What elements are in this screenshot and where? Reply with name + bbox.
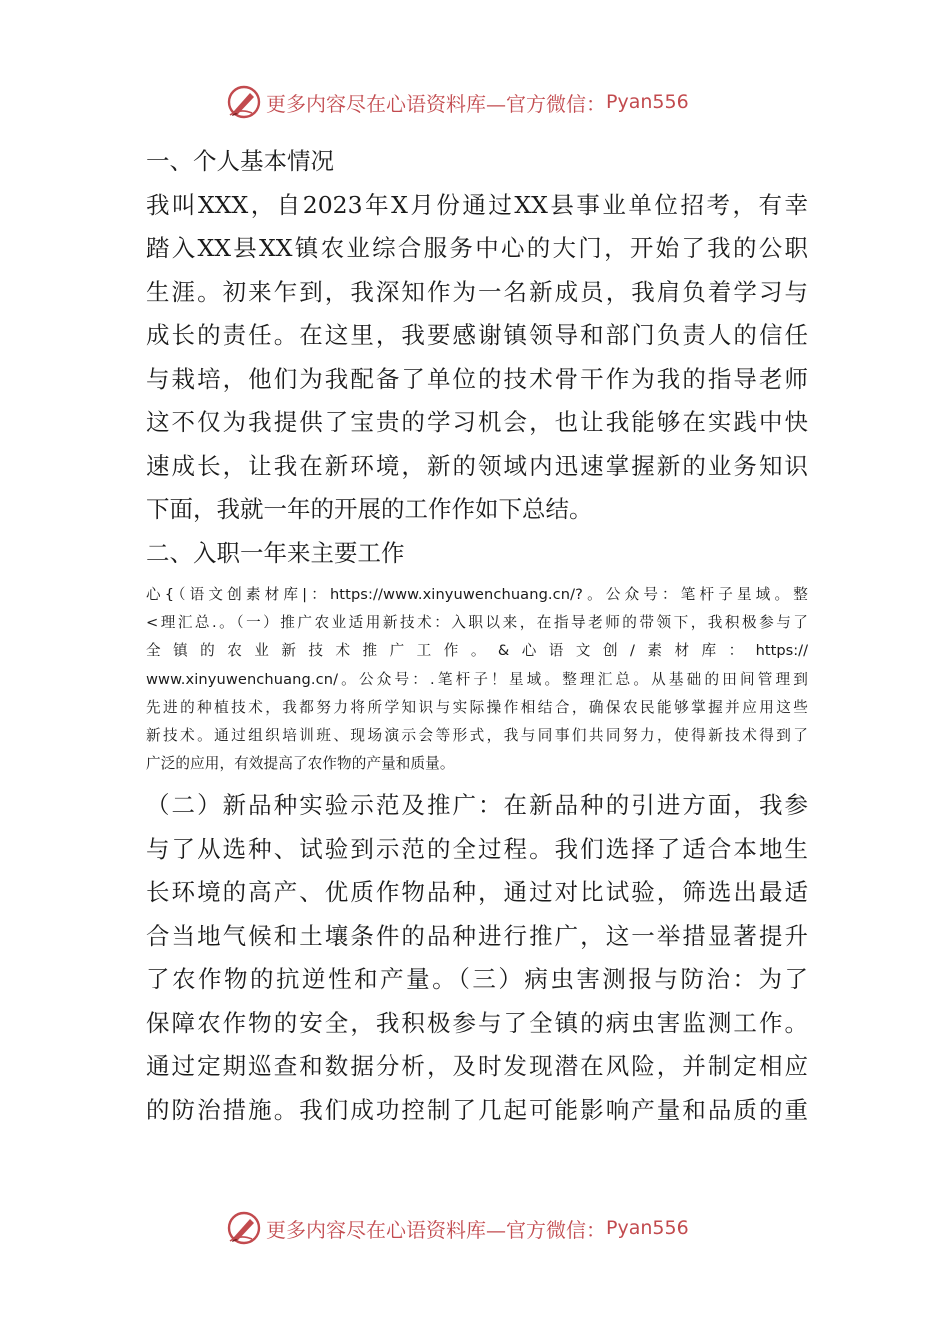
paragraph-line: 长环境的高产、优质作物品种，通过对比试验，筛选出最适 — [146, 878, 808, 907]
header-banner — [226, 82, 726, 122]
small-paragraph-line: 先进的种植技术，我都努力将所学知识与实际操作相结合，确保农民能够掌握并应用这些 — [146, 698, 808, 716]
paragraph-line: 与了从选种、试验到示范的全过程。我们选择了适合本地生 — [146, 834, 808, 863]
paragraph-line: 通过定期巡查和数据分析，及时发现潜在风险，并制定相应 — [146, 1052, 808, 1081]
paragraph-line: 生涯。初来乍到，我深知作为一名新成员，我肩负着学习与 — [146, 277, 808, 306]
paragraph-line: 的防治措施。我们成功控制了几起可能影响产量和品质的重 — [146, 1095, 808, 1124]
paragraph-line: 保障农作物的安全，我积极参与了全镇的病虫害监测工作。 — [146, 1008, 808, 1037]
banner-wechat-id: Pyan556 — [606, 91, 689, 113]
paragraph-line: 下面，我就一年的开展的工作作如下总结。 — [146, 495, 593, 523]
small-paragraph-line: <理汇总.。（一）推广农业适用新技术：入职以来，在指导老师的带领下，我积极参与了 — [146, 614, 808, 632]
small-paragraph-line: 全镇的农业新技术推广工作。&心语文创/素材库：https:// — [146, 642, 808, 660]
small-paragraph-line: 新技术。通过组织培训班、现场演示会等形式，我与同事们共同努力，使得新技术得到了 — [146, 726, 808, 744]
paragraph-line: 这不仅为我提供了宝贵的学习机会，也让我能够在实践中快 — [146, 408, 808, 436]
small-paragraph-line: 广泛的应用，有效提高了农作物的产量和质量。 — [146, 755, 455, 773]
small-paragraph-line: www.xinyuwenchuang.cn/。公众号：.笔杆子！星域。整理汇总。从基础的田间管理到 — [146, 670, 808, 688]
footer-banner — [226, 1208, 726, 1248]
paragraph-line: 与栽培，他们为我配备了单位的技术骨干作为我的指导老师 — [146, 364, 808, 393]
paragraph-line: 踏入XX县XX镇农业综合服务中心的大门，开始了我的公职 — [146, 234, 808, 262]
pen-logo-icon — [226, 1210, 262, 1246]
paragraph-line: 了农作物的抗逆性和产量。（三）病虫害测报与防治：为了 — [146, 965, 808, 994]
paragraph-line: （二）新品种实验示范及推广：在新品种的引进方面，我参 — [146, 791, 808, 820]
paragraph-line: 成长的责任。在这里，我要感谢镇领导和部门负责人的信任 — [146, 321, 808, 349]
paragraph-line: 速成长，让我在新环境，新的领域内迅速掌握新的业务知识 — [146, 451, 808, 480]
paragraph-line: 我叫XXX，自2023年X月份通过XX县事业单位招考，有幸 — [146, 190, 808, 219]
small-paragraph-line: 心{（语文创素材库|：https://www.xinyuwenchuang.cn/?。公众号：笔杆子星域。整 — [146, 586, 808, 603]
banner-text: 更多内容尽在心语资料库—官方微信： — [266, 1217, 606, 1242]
document-body — [146, 140, 808, 1132]
section-heading-2: 二、入职一年来主要工作 — [146, 538, 405, 567]
pen-logo-icon — [226, 84, 262, 120]
paragraph-line: 合当地气候和土壤条件的品种进行推广，这一举措显著提升 — [146, 921, 808, 950]
banner-text: 更多内容尽在心语资料库—官方微信： — [266, 91, 606, 116]
section-heading-1: 一、个人基本情况 — [146, 147, 334, 175]
banner-wechat-id: Pyan556 — [606, 1217, 689, 1239]
